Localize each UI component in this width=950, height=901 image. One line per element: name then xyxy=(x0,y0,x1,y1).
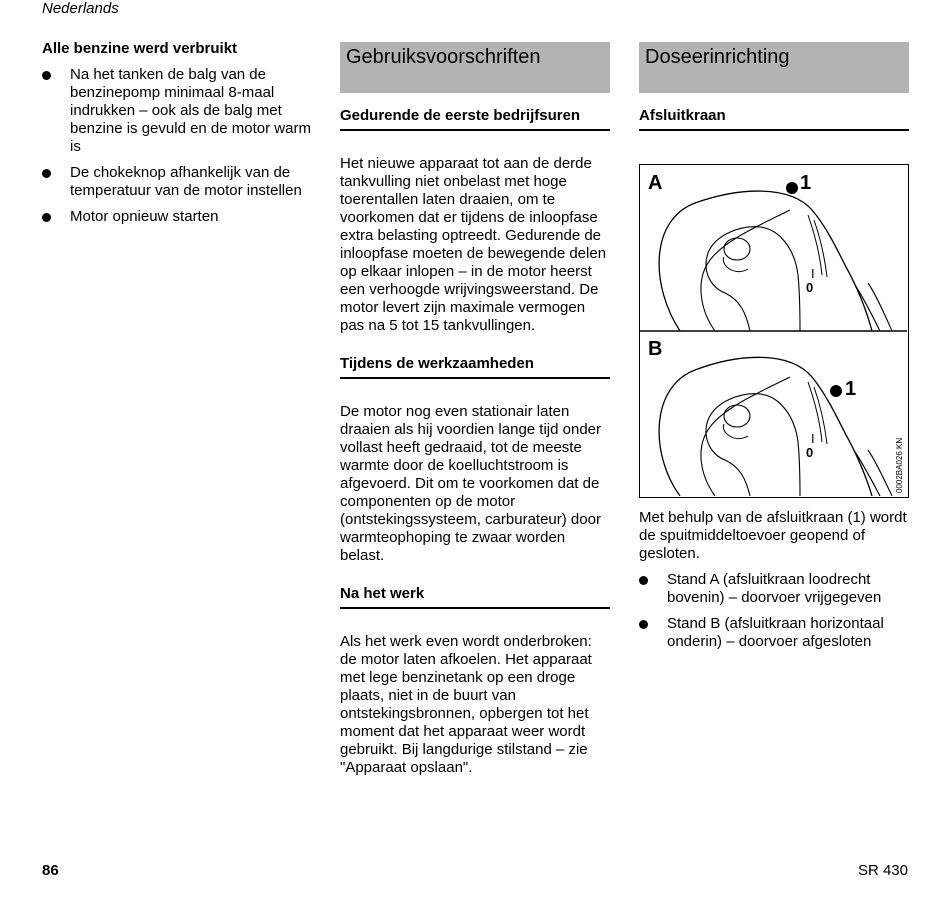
valve-handle-a-icon xyxy=(786,182,798,194)
valve-handle-b-icon xyxy=(830,385,842,397)
panel-b-callout: 1 xyxy=(845,378,857,400)
shutoff-heading: Afsluitkraan xyxy=(639,107,909,131)
section-text-during-work: De motor nog even stationair laten draaien als hij voordien lange tijd onder vollast heeft gedraaid, tot de meeste warmte door de koelluchtstroom is afgevoerd. Dit om te voorkomen dat de componenten op de motor (ontstekingssysteem, carburateur) door warmteophoping te zwaar worden belast. xyxy=(340,403,602,564)
panel-b-mark-i: I xyxy=(811,431,815,446)
shutoff-valve-illustration xyxy=(640,165,907,496)
model-name: SR 430 xyxy=(857,862,908,879)
panel-a-label: A xyxy=(648,172,663,194)
bullet-icon xyxy=(42,169,51,178)
list-item: Motor opnieuw starten xyxy=(42,208,312,226)
figure-code: 0002BA026 KN xyxy=(895,437,904,493)
bullet-icon xyxy=(639,576,648,585)
list-item: Stand A (afsluitkraan loodrecht bovenin) – doorvoer vrijgegeven xyxy=(639,571,909,607)
shutoff-positions-list xyxy=(639,571,909,651)
section-text-first-hours: Het nieuwe apparaat tot aan de derde tankvulling niet onbelast met hoge toerentallen laten draaien, om te voorkomen dat er tijdens de inloopfase extra belasting optreedt. Gedurende de inloopfase moeten de bewegende delen op elkaar inlopen – in de motor heerst een verhoogde wrijvingsweerstand. De motor levert zijn maximale vermogen pas na 5 tot 15 tankvullingen. xyxy=(340,155,607,334)
panel-a-mark-i: I xyxy=(811,266,815,281)
usage-banner: Gebruiksvoorschriften xyxy=(340,42,610,93)
column-fuel-used xyxy=(42,40,312,234)
shutoff-intro: Met behulp van de afsluitkraan (1) wordt de spuitmiddeltoevoer geopend of gesloten. xyxy=(639,509,907,562)
section-heading-first-hours: Gedurende de eerste bedrijfsuren xyxy=(340,107,610,131)
fuel-used-heading: Alle benzine werd verbruikt xyxy=(42,40,238,57)
panel-a-mark-0: 0 xyxy=(806,280,814,295)
panel-b-label: B xyxy=(648,338,663,360)
list-item: Stand B (afsluitkraan horizontaal onderin) – doorvoer afgesloten xyxy=(639,615,909,651)
column-dosing-device xyxy=(639,40,909,131)
bullet-icon xyxy=(42,213,51,222)
list-item: Na het tanken de balg van de benzinepomp minimaal 8-maal indrukken – ook als de balg met benzine is gevuld en de motor warm is xyxy=(42,66,312,156)
bullet-icon xyxy=(42,71,51,80)
column-usage-instructions xyxy=(340,40,610,777)
section-text-after-work: Als het werk even wordt onderbroken: de motor laten afkoelen. Het apparaat met lege benzinetank op een droge plaats, niet in de buurt van ontstekingsbronnen, opbergen tot het moment dat het apparaat weer wordt gebruikt. Bij langdurige stilstand – zie "Apparaat opslaan". xyxy=(340,633,592,776)
panel-b-mark-0: 0 xyxy=(806,445,814,460)
shutoff-valve-figure xyxy=(639,164,909,498)
panel-a-callout: 1 xyxy=(800,172,812,194)
fuel-used-list xyxy=(42,66,312,226)
list-item: De chokeknop afhankelijk van de temperatuur van de motor instellen xyxy=(42,164,312,200)
section-heading-after-work: Na het werk xyxy=(340,585,610,609)
page-number: 86 xyxy=(42,862,59,879)
bullet-icon xyxy=(639,620,648,629)
language-label: Nederlands xyxy=(42,0,119,17)
dosing-banner: Doseerinrichting xyxy=(639,42,909,93)
shutoff-description xyxy=(639,509,909,659)
section-heading-during-work: Tijdens de werkzaamheden xyxy=(340,355,610,379)
